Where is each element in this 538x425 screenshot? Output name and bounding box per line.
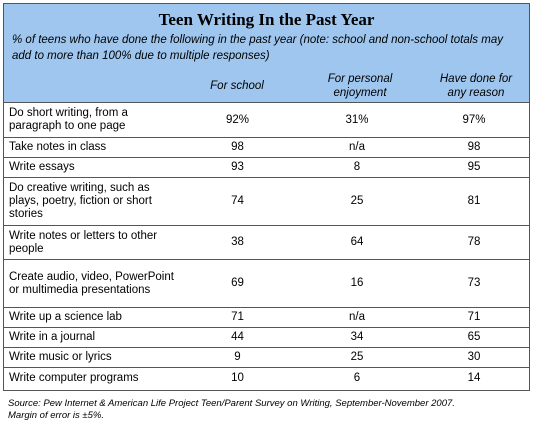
cell-any-reason: 65 (419, 327, 529, 347)
row-label: Do short writing, from a paragraph to one page (9, 107, 128, 133)
margin-of-error-line: Margin of error is ±5%. (8, 410, 105, 421)
row-label: Write computer programs (4, 367, 180, 389)
cell-for-school: 98 (180, 137, 295, 157)
table-row (4, 103, 529, 137)
source-line: Source: Pew Internet & American Life Project Teen/Parent Survey on Writing, September-November 2007. (8, 398, 455, 409)
cell-any-reason: 97% (462, 113, 486, 126)
data-table (4, 103, 529, 389)
cell-personal: n/a (295, 307, 419, 327)
column-header-for-school-label: For school (210, 80, 264, 92)
cell-for-school: 74 (180, 177, 295, 225)
row-label: Take notes in class (4, 137, 180, 157)
cell-personal: 34 (295, 327, 419, 347)
survey-table-frame (3, 3, 530, 391)
column-header-any-line1: Have done for (439, 73, 513, 85)
table-row (4, 307, 529, 327)
table-header (4, 4, 529, 103)
table-title: Teen Writing In the Past Year (158, 10, 375, 29)
table-row (4, 157, 529, 177)
column-header-personal-enjoyment (299, 72, 421, 100)
row-label: Write music or lyrics (4, 347, 180, 367)
table-row (4, 259, 529, 307)
cell-any-reason: 30 (419, 347, 529, 367)
cell-for-school: 44 (180, 327, 295, 347)
table-row (4, 347, 529, 367)
cell-for-school: 92% (225, 113, 250, 126)
table-row (4, 137, 529, 157)
cell-for-school: 10 (180, 367, 295, 389)
cell-any-reason: 71 (419, 307, 529, 327)
cell-for-school: 38 (180, 225, 295, 259)
row-label: Write essays (4, 157, 180, 177)
cell-for-school: 93 (180, 157, 295, 177)
cell-personal: 25 (295, 347, 419, 367)
cell-personal: 31% (345, 113, 369, 126)
cell-any-reason: 81 (419, 177, 529, 225)
cell-for-school: 71 (180, 307, 295, 327)
cell-personal: n/a (295, 137, 419, 157)
cell-any-reason: 78 (419, 225, 529, 259)
table-row (4, 225, 529, 259)
cell-for-school: 69 (180, 259, 295, 307)
source-note (8, 398, 455, 422)
cell-personal: 6 (295, 367, 419, 389)
cell-any-reason: 95 (419, 157, 529, 177)
column-header-personal-line1: For personal (327, 73, 393, 85)
row-label: Write in a journal (4, 327, 180, 347)
cell-personal: 25 (295, 177, 419, 225)
table-row (4, 367, 529, 389)
column-header-any-reason (424, 72, 528, 100)
column-header-any-line2: any reason (447, 87, 505, 99)
cell-any-reason: 14 (419, 367, 529, 389)
column-header-personal-line2: enjoyment (333, 87, 387, 99)
cell-personal: 64 (295, 225, 419, 259)
row-label: Write notes or letters to other people (4, 225, 180, 259)
cell-any-reason: 98 (419, 137, 529, 157)
cell-any-reason: 73 (419, 259, 529, 307)
table-row (4, 327, 529, 347)
row-label: Do creative writing, such as plays, poetry, fiction or short stories (4, 177, 180, 225)
cell-personal: 8 (295, 157, 419, 177)
cell-personal: 16 (295, 259, 419, 307)
table-subtitle: % of teens who have done the following in the past year (note: school and non-school totals may add to more than 100% due to multiple responses) (12, 34, 503, 62)
row-label: Write up a science lab (4, 307, 180, 327)
column-header-for-school (182, 79, 292, 93)
table-row (4, 177, 529, 225)
row-label: Create audio, video, PowerPoint or multimedia presentations (4, 259, 180, 307)
cell-for-school: 9 (180, 347, 295, 367)
